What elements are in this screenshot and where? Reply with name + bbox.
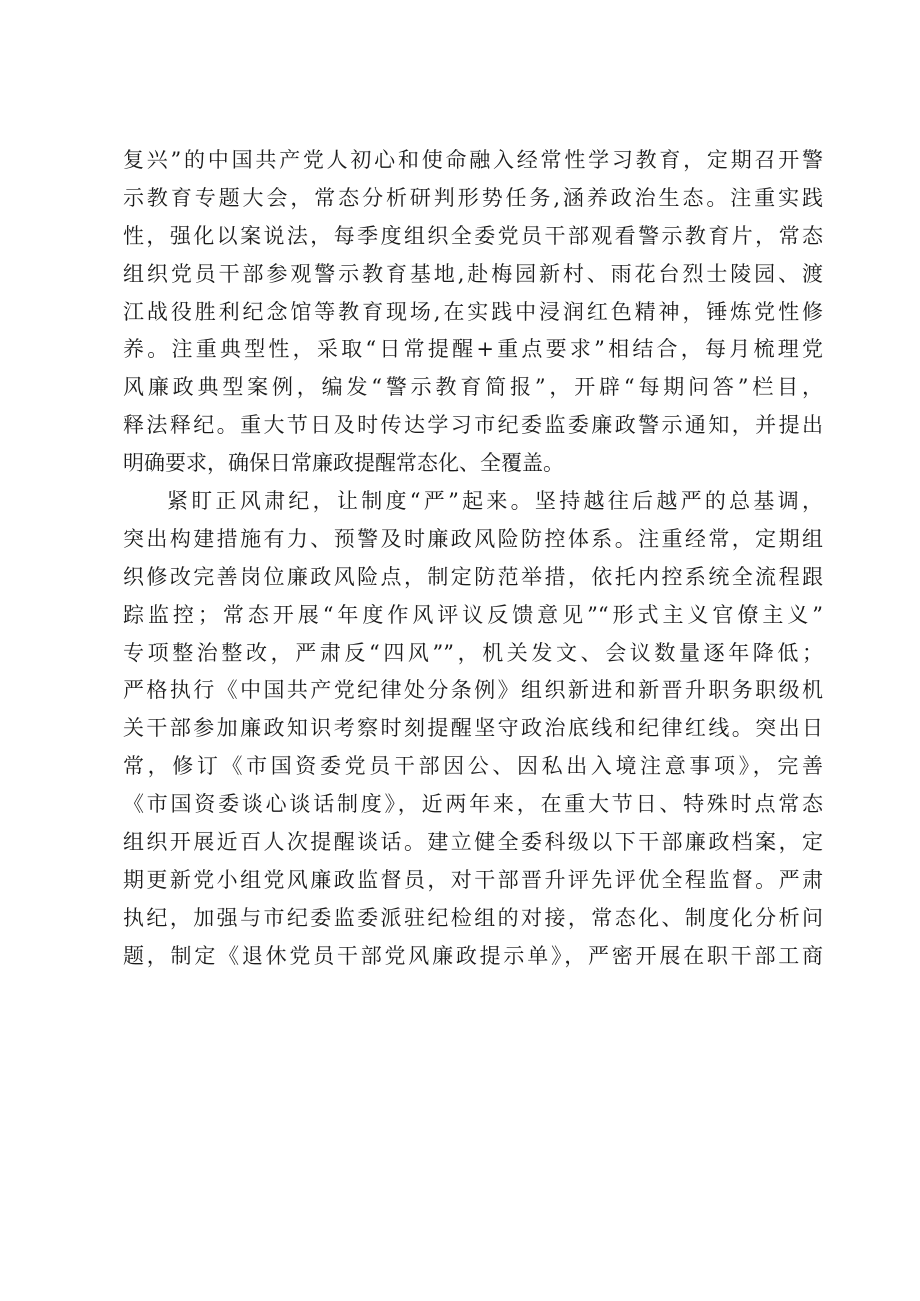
text-line: 《市国资委谈心谈话制度》，近两年来，在重大节日、特殊时点常态 bbox=[123, 792, 823, 817]
text-line: 组织开展近百人次提醒谈话。建立健全委科级以下干部廉政档案，定 bbox=[123, 830, 823, 855]
text-line: 明确要求，确保日常廉政提醒常态化、全覆盖。 bbox=[123, 451, 564, 476]
text-line: 专项整治整改，严肃反“四风””，机关发文、会议数量逐年降低； bbox=[123, 640, 823, 665]
text-line: 紧盯正风肃纪，让制度“严”起来。坚持越往后越严的总基调， bbox=[167, 489, 823, 514]
text-line: 江战役胜利纪念馆等教育现场,在实践中浸润红色精神，锤炼党性修 bbox=[123, 299, 823, 324]
document-body bbox=[123, 142, 823, 976]
text-line: 释法释纪。重大节日及时传达学习市纪委监委廉政警示通知，并提出 bbox=[123, 413, 823, 438]
text-line: 性，强化以案说法，每季度组织全委党员干部观看警示教育片，常态 bbox=[123, 223, 823, 248]
text-line: 期更新党小组党风廉政监督员，对干部晋升评先评优全程监督。严肃 bbox=[123, 867, 823, 892]
text-line: 组织党员干部参观警示教育基地,赴梅园新村、雨花台烈士陵园、渡 bbox=[123, 261, 823, 286]
text-line: 执纪，加强与市纪委监委派驻纪检组的对接，常态化、制度化分析问 bbox=[123, 905, 823, 930]
text-line: 织修改完善岗位廉政风险点，制定防范举措，依托内控系统全流程跟 bbox=[123, 564, 823, 589]
text-line: 题，制定《退休党员干部党风廉政提示单》，严密开展在职干部工商 bbox=[123, 943, 823, 968]
text-line: 突出构建措施有力、预警及时廉政风险防控体系。注重经常，定期组 bbox=[123, 526, 823, 551]
text-line: 风廉政典型案例，编发“警示教育简报”，开辟“每期问答”栏目， bbox=[123, 375, 823, 400]
paragraph-1 bbox=[123, 142, 823, 483]
paragraph-2 bbox=[123, 483, 823, 976]
text-line: 踪监控；常态开展“年度作风评议反馈意见”“形式主义官僚主义” bbox=[123, 602, 823, 627]
text-line: 养。注重典型性，采取“日常提醒+重点要求”相结合，每月梳理党 bbox=[123, 337, 823, 362]
text-line: 常，修订《市国资委党员干部因公、因私出入境注意事项》，完善 bbox=[123, 754, 823, 779]
text-line: 关干部参加廉政知识考察时刻提醒坚守政治底线和纪律红线。突出日 bbox=[123, 716, 823, 741]
text-line: 严格执行《中国共产党纪律处分条例》组织新进和新晋升职务职级机 bbox=[123, 678, 823, 703]
text-line: 示教育专题大会，常态分析研判形势任务,涵养政治生态。注重实践 bbox=[123, 185, 823, 210]
text-line: 复兴”的中国共产党人初心和使命融入经常性学习教育，定期召开警 bbox=[123, 148, 823, 172]
